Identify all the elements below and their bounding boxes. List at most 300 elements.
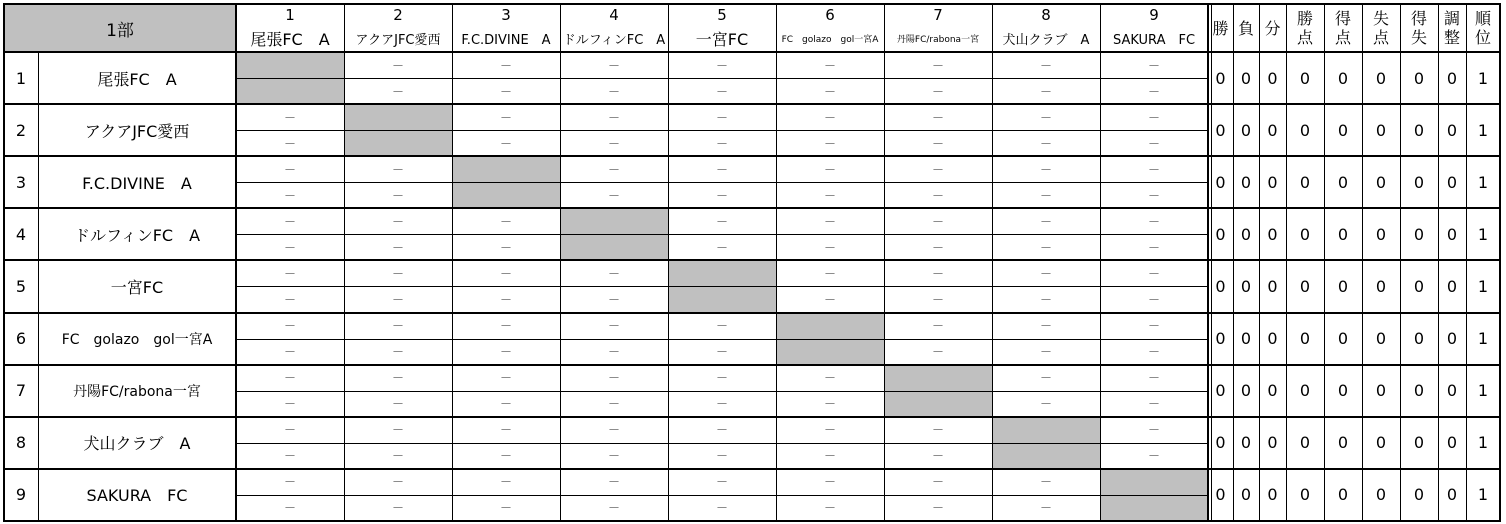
- row-team-name: FC golazo gol一宮A: [61, 331, 213, 348]
- grid-line: [1438, 4, 1439, 521]
- grid-line: [236, 495, 1208, 496]
- match-score-first-leg: －: [931, 319, 944, 334]
- match-score-second-leg: －: [391, 240, 404, 255]
- match-score-first-leg: －: [715, 475, 728, 490]
- match-score-second-leg: －: [1147, 292, 1160, 307]
- stat-value: 0: [1267, 276, 1278, 296]
- grid-line: [4, 103, 1500, 105]
- match-score-first-leg: －: [823, 58, 836, 73]
- stat-header-line1: 得: [1410, 9, 1427, 28]
- column-header-team: アクアJFC愛西: [355, 32, 441, 48]
- match-score-first-leg: －: [607, 58, 620, 73]
- match-score-second-leg: －: [1039, 292, 1052, 307]
- stat-value: 0: [1240, 276, 1252, 296]
- stat-value: 0: [1267, 224, 1278, 244]
- stat-value: 0: [1375, 329, 1387, 349]
- stat-header: [1362, 4, 1400, 52]
- column-header-team: 犬山クラブ A: [1002, 32, 1090, 48]
- stat-value: 0: [1375, 68, 1387, 88]
- row-team-name: 丹陽FC/rabona一宮: [73, 383, 201, 400]
- stat-value: 0: [1267, 172, 1278, 192]
- stat-value: 0: [1215, 224, 1226, 244]
- stat-value: 0: [1267, 68, 1278, 88]
- match-score-second-leg: －: [1147, 397, 1160, 412]
- match-score-first-leg: －: [1147, 319, 1160, 334]
- row-team-name: 犬山クラブ A: [83, 434, 191, 454]
- match-score-first-leg: －: [499, 58, 512, 73]
- stat-value: 0: [1413, 224, 1425, 244]
- stat-value: 0: [1215, 433, 1226, 453]
- stat-value: 0: [1240, 433, 1252, 453]
- grid-line: [236, 443, 1208, 444]
- match-score-second-leg: －: [715, 240, 728, 255]
- grid-line: [1100, 4, 1101, 521]
- match-score-second-leg: －: [1039, 136, 1052, 151]
- grid-line: [1324, 4, 1325, 521]
- match-score-second-leg: －: [1039, 345, 1052, 360]
- match-score-second-leg: －: [607, 136, 620, 151]
- match-score-second-leg: －: [823, 84, 836, 99]
- match-score-first-leg: －: [931, 58, 944, 73]
- match-score-second-leg: －: [1039, 501, 1052, 516]
- row-team-name: F.C.DIVINE A: [82, 173, 192, 193]
- match-score-first-leg: －: [499, 319, 512, 334]
- stat-header: [1286, 4, 1324, 52]
- stat-value: 0: [1299, 329, 1311, 349]
- match-score-second-leg: －: [283, 292, 296, 307]
- match-score-second-leg: －: [283, 345, 296, 360]
- grid-line: [235, 4, 237, 521]
- match-score-first-leg: －: [823, 162, 836, 177]
- stat-value: 0: [1267, 329, 1278, 349]
- stat-value: 0: [1240, 381, 1252, 401]
- match-score-first-leg: －: [391, 214, 404, 229]
- match-score-second-leg: －: [607, 84, 620, 99]
- match-score-second-leg: －: [931, 136, 944, 151]
- row-team-name: ドルフィンFC A: [73, 225, 201, 245]
- match-score-first-leg: －: [283, 371, 296, 386]
- match-score-first-leg: －: [1039, 319, 1052, 334]
- stat-value: 0: [1446, 433, 1458, 453]
- match-score-first-leg: －: [823, 214, 836, 229]
- grid-line: [236, 339, 1208, 340]
- match-score-first-leg: －: [931, 110, 944, 125]
- match-score-first-leg: －: [715, 162, 728, 177]
- stat-value: 0: [1337, 276, 1349, 296]
- grid-line: [1211, 4, 1212, 521]
- grid-line: [4, 155, 1500, 157]
- match-score-second-leg: －: [715, 501, 728, 516]
- match-score-first-leg: －: [391, 162, 404, 177]
- row-number: 2: [15, 120, 27, 140]
- match-score-first-leg: －: [283, 319, 296, 334]
- match-score-first-leg: －: [823, 371, 836, 386]
- match-score-first-leg: －: [499, 266, 512, 281]
- stat-value: 1: [1477, 172, 1489, 192]
- stat-value: 0: [1299, 172, 1311, 192]
- match-score-first-leg: －: [1039, 58, 1052, 73]
- match-score-second-leg: －: [283, 240, 296, 255]
- stat-value: 0: [1267, 433, 1278, 453]
- match-score-first-leg: －: [607, 110, 620, 125]
- stat-value: 0: [1240, 120, 1252, 140]
- match-score-first-leg: －: [499, 371, 512, 386]
- stat-header-line1: 負: [1237, 18, 1254, 38]
- match-score-second-leg: －: [715, 397, 728, 412]
- stat-value: 0: [1375, 172, 1387, 192]
- stat-header-line2: 点: [1334, 28, 1351, 47]
- stat-header-line2: 点: [1372, 28, 1389, 47]
- grid-line: [4, 3, 1500, 5]
- stat-value: 0: [1240, 485, 1252, 505]
- match-score-first-leg: －: [607, 475, 620, 490]
- match-score-second-leg: －: [1147, 449, 1160, 464]
- column-header-team: 尾張FC A: [250, 29, 330, 49]
- grid-line: [560, 4, 561, 521]
- match-score-second-leg: －: [931, 345, 944, 360]
- grid-line: [4, 364, 1500, 366]
- grid-line: [4, 416, 1500, 418]
- grid-line: [4, 468, 1500, 470]
- grid-line: [38, 52, 39, 521]
- row-number: 3: [15, 172, 27, 192]
- stat-value: 0: [1337, 224, 1349, 244]
- stat-value: 0: [1413, 329, 1425, 349]
- match-score-second-leg: －: [715, 188, 728, 203]
- grid-line: [4, 207, 1500, 209]
- column-header-team: 一宮FC: [695, 29, 749, 49]
- stat-value: 1: [1477, 485, 1489, 505]
- match-score-first-leg: －: [1147, 266, 1160, 281]
- match-score-second-leg: －: [391, 449, 404, 464]
- stat-header-line1: 得: [1334, 9, 1351, 28]
- match-score-second-leg: －: [931, 292, 944, 307]
- column-header-team: ドルフィンFC A: [562, 32, 666, 48]
- grid-line: [992, 4, 993, 521]
- match-score-first-leg: －: [391, 423, 404, 438]
- match-score-first-leg: －: [607, 319, 620, 334]
- stat-value: 0: [1215, 276, 1226, 296]
- row-number: 9: [15, 485, 27, 505]
- grid-line: [236, 130, 1208, 131]
- match-score-second-leg: －: [283, 397, 296, 412]
- stat-value: 0: [1215, 381, 1226, 401]
- match-score-second-leg: －: [1039, 188, 1052, 203]
- stat-header-line1: 失: [1372, 9, 1389, 28]
- stat-value: 0: [1413, 485, 1425, 505]
- stat-header: [1259, 4, 1286, 52]
- stat-header: [1438, 4, 1466, 52]
- stat-value: 0: [1337, 68, 1349, 88]
- match-score-first-leg: －: [715, 423, 728, 438]
- row-number: 7: [15, 381, 27, 401]
- match-score-first-leg: －: [1039, 371, 1052, 386]
- grid-line: [3, 3, 5, 522]
- match-score-second-leg: －: [1039, 240, 1052, 255]
- stat-header-line1: 勝: [1296, 9, 1313, 28]
- stat-value: 1: [1477, 433, 1489, 453]
- match-score-second-leg: －: [823, 188, 836, 203]
- match-score-second-leg: －: [391, 397, 404, 412]
- match-score-first-leg: －: [931, 266, 944, 281]
- match-score-second-leg: －: [1039, 397, 1052, 412]
- stat-value: 0: [1240, 329, 1252, 349]
- grid-line: [236, 286, 1208, 287]
- match-score-second-leg: －: [391, 501, 404, 516]
- match-score-first-leg: －: [823, 423, 836, 438]
- stat-value: 0: [1267, 485, 1278, 505]
- stat-value: 0: [1299, 433, 1311, 453]
- grid-line: [1400, 4, 1401, 521]
- stat-value: 0: [1299, 485, 1311, 505]
- column-header-number: 2: [393, 6, 403, 24]
- match-score-second-leg: －: [391, 345, 404, 360]
- match-score-second-leg: －: [931, 449, 944, 464]
- match-score-first-leg: －: [823, 475, 836, 490]
- stat-value: 0: [1446, 485, 1458, 505]
- stat-header: [1233, 4, 1259, 52]
- match-score-second-leg: －: [499, 240, 512, 255]
- match-score-second-leg: －: [1147, 345, 1160, 360]
- match-score-first-leg: －: [499, 475, 512, 490]
- match-score-first-leg: －: [1147, 214, 1160, 229]
- stat-value: 0: [1337, 381, 1349, 401]
- match-score-second-leg: －: [1039, 84, 1052, 99]
- stat-value: 0: [1375, 276, 1387, 296]
- match-score-second-leg: －: [823, 240, 836, 255]
- grid-line: [4, 520, 1500, 522]
- row-team-name: SAKURA FC: [86, 486, 188, 506]
- stat-value: 0: [1375, 485, 1387, 505]
- stat-header-line2: 整: [1443, 28, 1460, 47]
- stat-value: 0: [1215, 172, 1226, 192]
- match-score-first-leg: －: [499, 214, 512, 229]
- column-header-number: 6: [825, 6, 835, 24]
- stat-value: 0: [1337, 485, 1349, 505]
- stat-value: 0: [1375, 433, 1387, 453]
- grid-line: [1286, 4, 1287, 521]
- match-score-first-leg: －: [1147, 371, 1160, 386]
- grid-line: [4, 51, 1500, 53]
- match-score-first-leg: －: [391, 475, 404, 490]
- match-score-first-leg: －: [1039, 214, 1052, 229]
- grid-line: [1499, 3, 1501, 522]
- stat-value: 0: [1446, 172, 1458, 192]
- stat-header-line2: 位: [1474, 28, 1491, 47]
- stat-value: 0: [1446, 276, 1458, 296]
- grid-line: [236, 234, 1208, 235]
- match-score-first-leg: －: [391, 266, 404, 281]
- grid-line: [1259, 4, 1260, 521]
- stat-value: 0: [1337, 120, 1349, 140]
- match-score-first-leg: －: [607, 423, 620, 438]
- stat-value: 0: [1446, 381, 1458, 401]
- match-score-second-leg: －: [715, 449, 728, 464]
- match-score-second-leg: －: [715, 136, 728, 151]
- match-score-second-leg: －: [391, 84, 404, 99]
- row-team-name: 一宮FC: [110, 277, 164, 297]
- stat-value: 0: [1337, 329, 1349, 349]
- stat-value: 0: [1375, 381, 1387, 401]
- row-number: 8: [15, 433, 27, 453]
- grid-line: [4, 312, 1500, 314]
- match-score-first-leg: －: [283, 423, 296, 438]
- stat-value: 0: [1413, 120, 1425, 140]
- column-header-number: 3: [501, 6, 511, 24]
- stat-value: 0: [1299, 224, 1311, 244]
- match-score-second-leg: －: [931, 188, 944, 203]
- match-score-first-leg: －: [283, 266, 296, 281]
- column-header-number: 8: [1041, 6, 1051, 24]
- column-header-number: 7: [933, 6, 943, 24]
- match-score-second-leg: －: [499, 292, 512, 307]
- table-title: 1部: [4, 4, 236, 52]
- row-number: 4: [15, 224, 27, 244]
- stat-value: 0: [1299, 120, 1311, 140]
- stat-value: 0: [1240, 68, 1252, 88]
- match-score-first-leg: －: [283, 475, 296, 490]
- grid-line: [668, 4, 669, 521]
- stat-value: 0: [1413, 276, 1425, 296]
- stat-value: 0: [1299, 381, 1311, 401]
- grid-line: [4, 259, 1500, 261]
- match-score-first-leg: －: [607, 371, 620, 386]
- match-score-first-leg: －: [607, 266, 620, 281]
- column-header-team: FC golazo gol一宮A: [781, 34, 879, 45]
- column-header-number: 4: [609, 6, 619, 24]
- match-score-second-leg: －: [823, 136, 836, 151]
- stat-value: 0: [1375, 224, 1387, 244]
- match-score-second-leg: －: [931, 84, 944, 99]
- stat-header-line1: 分: [1264, 18, 1281, 38]
- column-header-number: 9: [1149, 6, 1159, 24]
- stat-value: 1: [1477, 329, 1489, 349]
- stat-value: 0: [1446, 120, 1458, 140]
- match-score-second-leg: －: [715, 345, 728, 360]
- match-score-second-leg: －: [607, 449, 620, 464]
- column-header-number: 5: [717, 6, 727, 24]
- stat-value: 0: [1413, 381, 1425, 401]
- stat-value: 0: [1446, 68, 1458, 88]
- match-score-first-leg: －: [391, 319, 404, 334]
- match-score-first-leg: －: [931, 214, 944, 229]
- stat-header: [1400, 4, 1438, 52]
- stat-value: 0: [1299, 68, 1311, 88]
- match-score-first-leg: －: [1039, 162, 1052, 177]
- match-score-second-leg: －: [607, 397, 620, 412]
- column-header-number: 1: [285, 6, 295, 24]
- grid-line: [236, 182, 1208, 183]
- match-score-second-leg: －: [823, 449, 836, 464]
- row-number: 5: [15, 276, 27, 296]
- stat-value: 0: [1413, 172, 1425, 192]
- match-score-second-leg: －: [283, 136, 296, 151]
- match-score-second-leg: －: [1147, 188, 1160, 203]
- stat-value: 0: [1337, 433, 1349, 453]
- row-number: 6: [15, 329, 27, 349]
- match-score-second-leg: －: [823, 501, 836, 516]
- stat-header-line1: 勝: [1212, 18, 1229, 38]
- stat-header: [1324, 4, 1362, 52]
- grid-line: [1207, 4, 1209, 521]
- match-score-second-leg: －: [607, 501, 620, 516]
- column-header-team: SAKURA FC: [1112, 32, 1196, 48]
- match-score-first-leg: －: [391, 371, 404, 386]
- match-score-second-leg: －: [931, 501, 944, 516]
- match-score-first-leg: －: [1147, 423, 1160, 438]
- column-header-team: F.C.DIVINE A: [461, 32, 551, 48]
- match-score-first-leg: －: [499, 423, 512, 438]
- match-score-first-leg: －: [283, 214, 296, 229]
- stat-value: 0: [1446, 224, 1458, 244]
- row-team-name: 尾張FC A: [97, 69, 177, 89]
- grid-line: [884, 4, 885, 521]
- stat-header-line2: 点: [1296, 28, 1313, 47]
- match-score-first-leg: －: [715, 371, 728, 386]
- stat-value: 1: [1477, 224, 1489, 244]
- stat-value: 1: [1477, 276, 1489, 296]
- match-score-second-leg: －: [283, 449, 296, 464]
- stat-value: 0: [1215, 329, 1226, 349]
- grid-line: [1466, 4, 1467, 521]
- match-score-first-leg: －: [931, 475, 944, 490]
- stat-value: 1: [1477, 120, 1489, 140]
- stat-value: 0: [1446, 329, 1458, 349]
- match-score-second-leg: －: [1147, 240, 1160, 255]
- stat-value: 0: [1267, 120, 1278, 140]
- match-score-first-leg: －: [715, 58, 728, 73]
- match-score-first-leg: －: [391, 58, 404, 73]
- grid-line: [1362, 4, 1363, 521]
- match-score-first-leg: －: [1039, 110, 1052, 125]
- match-score-first-leg: －: [715, 110, 728, 125]
- grid-line: [344, 4, 345, 521]
- match-score-first-leg: －: [607, 162, 620, 177]
- grid-line: [236, 78, 1208, 79]
- stat-value: 0: [1337, 172, 1349, 192]
- stat-value: 0: [1215, 485, 1226, 505]
- match-score-second-leg: －: [607, 345, 620, 360]
- stat-header-line1: 順: [1474, 9, 1491, 28]
- grid-line: [776, 4, 777, 521]
- match-score-second-leg: －: [283, 501, 296, 516]
- stat-value: 0: [1413, 433, 1425, 453]
- grid-line: [452, 4, 453, 521]
- match-score-second-leg: －: [715, 84, 728, 99]
- match-score-second-leg: －: [499, 501, 512, 516]
- match-score-first-leg: －: [931, 423, 944, 438]
- stat-header: [1466, 4, 1500, 52]
- match-score-second-leg: －: [1147, 136, 1160, 151]
- match-score-second-leg: －: [823, 292, 836, 307]
- stat-value: 0: [1240, 172, 1252, 192]
- match-score-first-leg: －: [823, 110, 836, 125]
- match-score-second-leg: －: [607, 188, 620, 203]
- match-score-second-leg: －: [607, 292, 620, 307]
- stat-value: 0: [1240, 224, 1252, 244]
- column-header-team: 丹陽FC/rabona一宮: [896, 34, 980, 45]
- stat-value: 0: [1215, 68, 1226, 88]
- match-score-second-leg: －: [499, 84, 512, 99]
- stat-value: 0: [1299, 276, 1311, 296]
- match-score-first-leg: －: [931, 162, 944, 177]
- match-score-second-leg: －: [823, 397, 836, 412]
- stat-value: 1: [1477, 68, 1489, 88]
- match-score-first-leg: －: [499, 110, 512, 125]
- stat-header-line2: 失: [1410, 28, 1427, 47]
- match-score-first-leg: －: [1147, 162, 1160, 177]
- match-score-second-leg: －: [499, 345, 512, 360]
